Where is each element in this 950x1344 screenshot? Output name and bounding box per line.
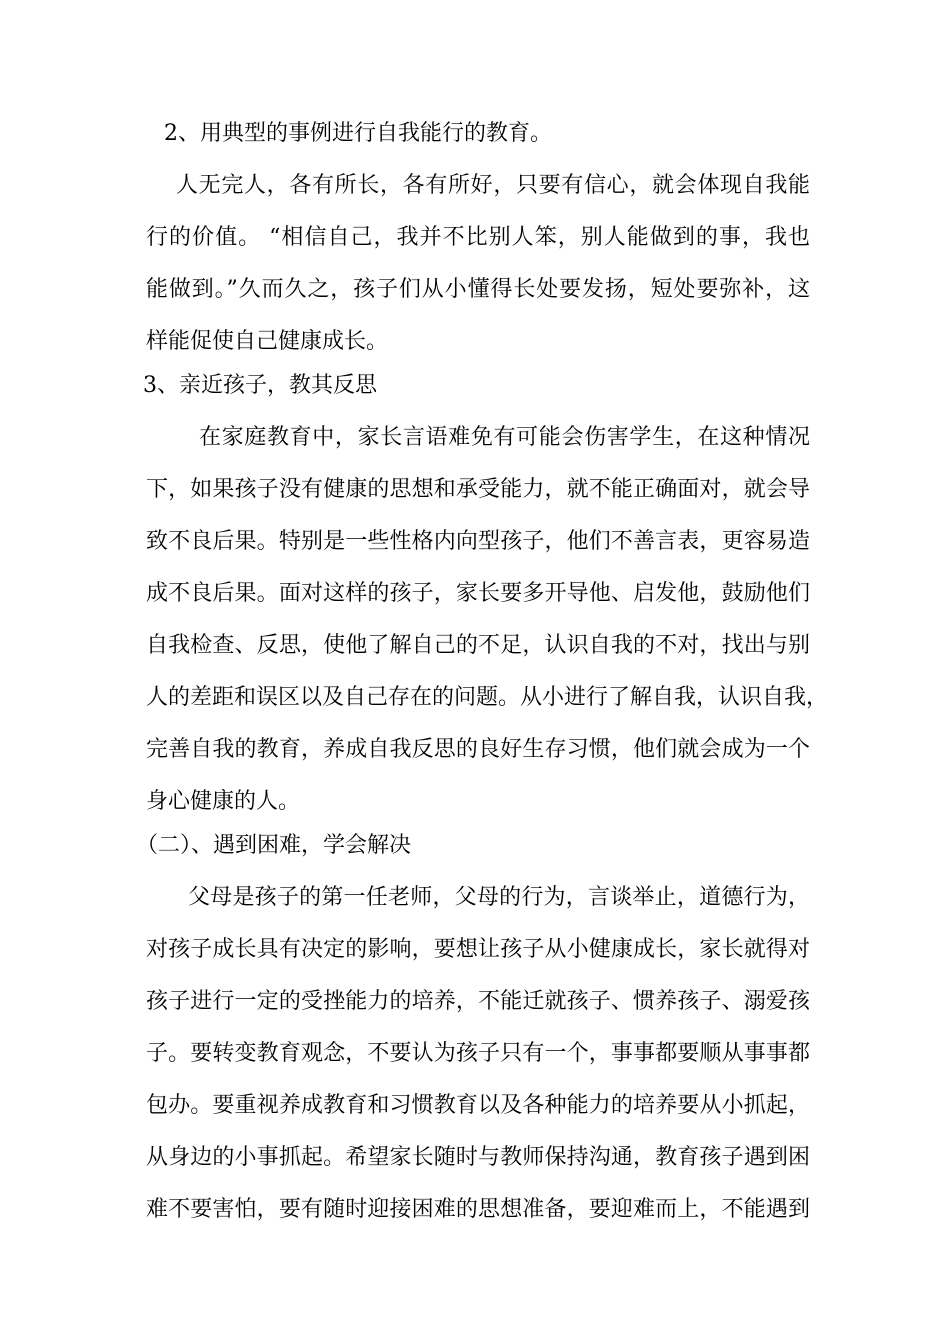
paragraph-line: 成不良后果。面对这样的孩子，家长要多开导他、启发他，鼓励他们: [146, 581, 810, 606]
paragraph-line: 从身边的小事抓起。希望家长随时与教师保持沟通，教育孩子遇到困: [146, 1145, 810, 1170]
paragraph-line: 难不要害怕，要有随时迎接困难的思想准备，要迎难而上，不能遇到: [146, 1197, 810, 1222]
paragraph-line: 完善自我的教育，养成自我反思的良好生存习惯，他们就会成为一个: [146, 737, 810, 762]
paragraph-line: 包办。要重视养成教育和习惯教育以及各种能力的培养要从小抓起，: [146, 1093, 810, 1118]
paragraph-line: 在家庭教育中，家长言语难免有可能会伤害学生，在这种情况: [199, 425, 810, 450]
section-heading-2: （二）、遇到困难，学会解决: [136, 833, 412, 858]
paragraph-line: 行的价值。 “相信自己，我并不比别人笨，别人能做到的事，我也: [146, 225, 810, 250]
numbered-heading-2: 2、用典型的事例进行自我能行的教育。: [164, 121, 552, 146]
paragraph-line: 对孩子成长具有决定的影响，要想让孩子从小健康成长，家长就得对: [146, 937, 810, 962]
paragraph-line: 身心健康的人。: [146, 789, 301, 814]
paragraph-line: 能做到。”久而久之，孩子们从小懂得长处要发扬，短处要弥补，这: [146, 277, 810, 302]
paragraph-line: 下，如果孩子没有健康的思想和承受能力，就不能正确面对，就会导: [146, 477, 810, 502]
paragraph-line: 自我检查、反思，使他了解自己的不足，认识自我的不对，找出与别: [146, 633, 810, 658]
paragraph-line: 父母是孩子的第一任老师，父母的行为，言谈举止，道德行为，: [188, 885, 810, 910]
numbered-heading-3: 3、亲近孩子，教其反思: [143, 373, 377, 398]
paragraph-line: 子。要转变教育观念，不要认为孩子只有一个，事事都要顺从事事都: [146, 1041, 810, 1066]
paragraph-line: 致不良后果。特别是一些性格内向型孩子，他们不善言表，更容易造: [146, 529, 810, 554]
paragraph-line: 人的差距和误区以及自己存在的问题。从小进行了解自我，认识自我，: [146, 685, 829, 710]
paragraph-line: 样能促使自己健康成长。: [146, 329, 389, 354]
paragraph-line: 孩子进行一定的受挫能力的培养，不能迁就孩子、惯养孩子、溺爱孩: [146, 989, 810, 1014]
paragraph-line: 人无完人，各有所长，各有所好，只要有信心，就会体现自我能: [176, 173, 810, 198]
